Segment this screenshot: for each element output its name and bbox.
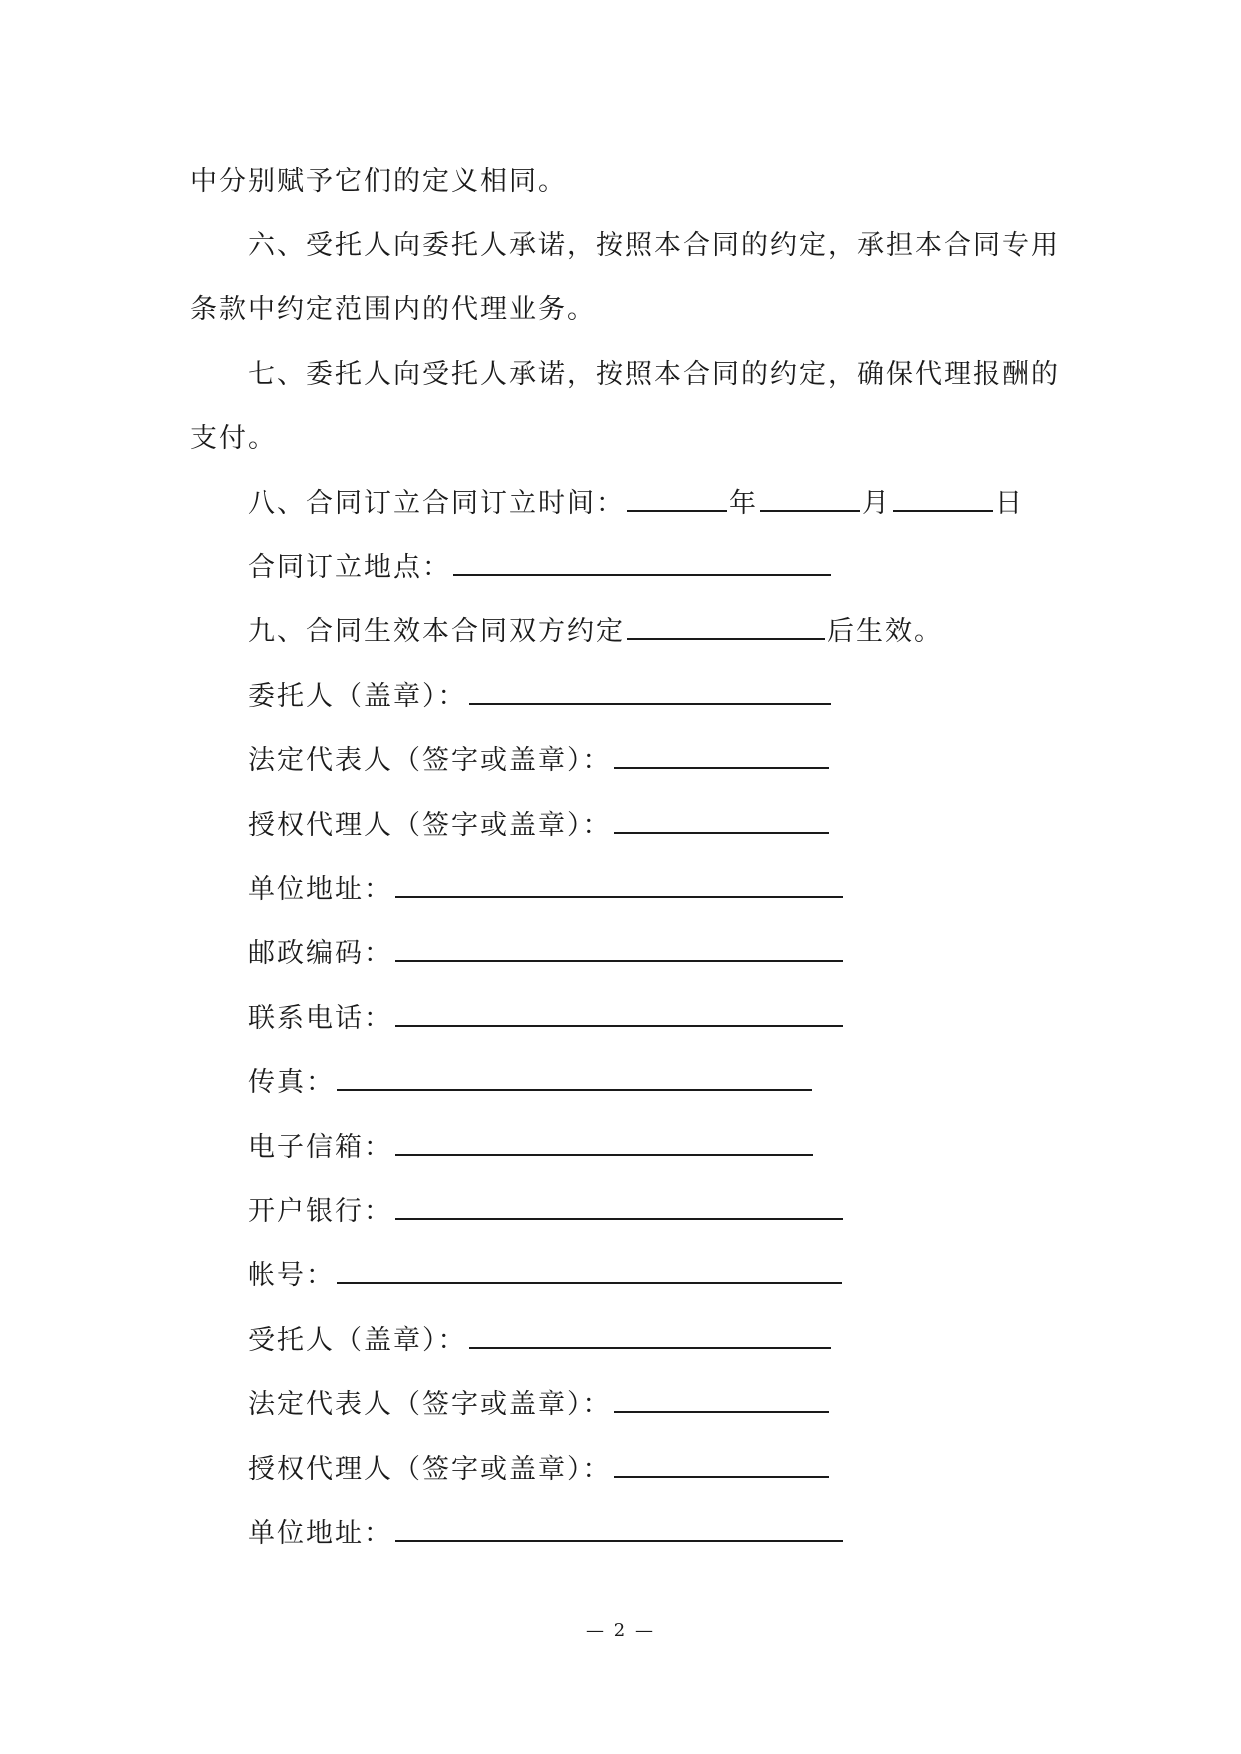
principal-email-blank[interactable] — [395, 1154, 813, 1156]
trustee-party-row — [248, 1321, 833, 1361]
trustee-legal-rep-blank[interactable] — [614, 1411, 829, 1413]
paragraph-7-line-2 — [190, 419, 277, 459]
principal-postcode-blank[interactable] — [395, 960, 843, 962]
paragraph-text: 中分别赋予它们的定义相同。 — [190, 166, 567, 197]
principal-party-row — [248, 677, 833, 717]
contract-effect-suffix: 后生效。 — [827, 616, 943, 647]
principal-phone-blank[interactable] — [395, 1025, 843, 1027]
trustee-address-blank[interactable] — [395, 1540, 843, 1542]
principal-fax-row — [248, 1063, 814, 1103]
principal-address-row — [248, 870, 845, 910]
principal-fax-label: 传真： — [248, 1067, 335, 1098]
trustee-agent-blank[interactable] — [614, 1476, 829, 1478]
principal-account-label: 帐号： — [248, 1260, 335, 1291]
page-number: — 2 — — [586, 1620, 655, 1641]
principal-party-blank[interactable] — [469, 703, 831, 705]
contract-date-row — [248, 484, 1024, 524]
principal-agent-row — [248, 806, 831, 846]
principal-postcode-row — [248, 934, 845, 974]
principal-phone-label: 联系电话： — [248, 1003, 393, 1034]
principal-postcode-label: 邮政编码： — [248, 938, 393, 969]
day-blank[interactable] — [893, 510, 993, 512]
principal-email-label: 电子信箱： — [248, 1132, 393, 1163]
paragraph-text: 六、受托人向委托人承诺，按照本合同的约定，承担本合同专用 — [248, 230, 1060, 261]
contract-place-blank[interactable] — [453, 574, 831, 576]
paragraph-text: 条款中约定范围内的代理业务。 — [190, 294, 596, 325]
principal-bank-blank[interactable] — [395, 1218, 843, 1220]
year-blank[interactable] — [627, 510, 727, 512]
trustee-agent-row — [248, 1450, 831, 1490]
trustee-party-label: 受托人（盖章）： — [248, 1325, 467, 1356]
principal-legal-rep-label: 法定代表人（签字或盖章）： — [248, 745, 612, 776]
principal-legal-rep-blank[interactable] — [614, 767, 829, 769]
trustee-party-blank[interactable] — [469, 1347, 831, 1349]
principal-phone-row — [248, 999, 845, 1039]
paragraph-6-line-2 — [190, 290, 596, 330]
contract-date-label: 八、合同订立合同订立时间： — [248, 488, 625, 519]
principal-bank-row — [248, 1192, 845, 1232]
trustee-legal-rep-label: 法定代表人（签字或盖章）： — [248, 1389, 612, 1420]
contract-effect-blank[interactable] — [627, 638, 825, 640]
trustee-agent-label: 授权代理人（签字或盖章）： — [248, 1454, 612, 1485]
trustee-legal-rep-row — [248, 1385, 831, 1425]
principal-address-blank[interactable] — [395, 896, 843, 898]
principal-agent-label: 授权代理人（签字或盖章）： — [248, 810, 612, 841]
year-label: 年 — [729, 488, 758, 519]
principal-bank-label: 开户银行： — [248, 1196, 393, 1227]
principal-address-label: 单位地址： — [248, 874, 393, 905]
paragraph-7-line-1 — [248, 355, 1060, 395]
principal-account-row — [248, 1256, 844, 1296]
principal-party-label: 委托人（盖章）： — [248, 681, 467, 712]
principal-account-blank[interactable] — [337, 1282, 842, 1284]
principal-agent-blank[interactable] — [614, 832, 829, 834]
principal-email-row — [248, 1128, 815, 1168]
month-blank[interactable] — [760, 510, 860, 512]
trustee-address-label: 单位地址： — [248, 1518, 393, 1549]
contract-effect-row — [248, 612, 943, 652]
month-label: 月 — [862, 488, 891, 519]
trustee-address-row — [248, 1514, 845, 1554]
paragraph-6-line-1 — [248, 226, 1060, 266]
contract-effect-label: 九、合同生效本合同双方约定 — [248, 616, 625, 647]
principal-fax-blank[interactable] — [337, 1089, 812, 1091]
day-label: 日 — [995, 488, 1024, 519]
paragraph-5-continuation — [190, 162, 567, 202]
contract-place-label: 合同订立地点： — [248, 552, 451, 583]
principal-legal-rep-row — [248, 741, 831, 781]
paragraph-text: 支付。 — [190, 423, 277, 454]
contract-place-row — [248, 548, 833, 588]
paragraph-text: 七、委托人向受托人承诺，按照本合同的约定，确保代理报酬的 — [248, 359, 1060, 390]
